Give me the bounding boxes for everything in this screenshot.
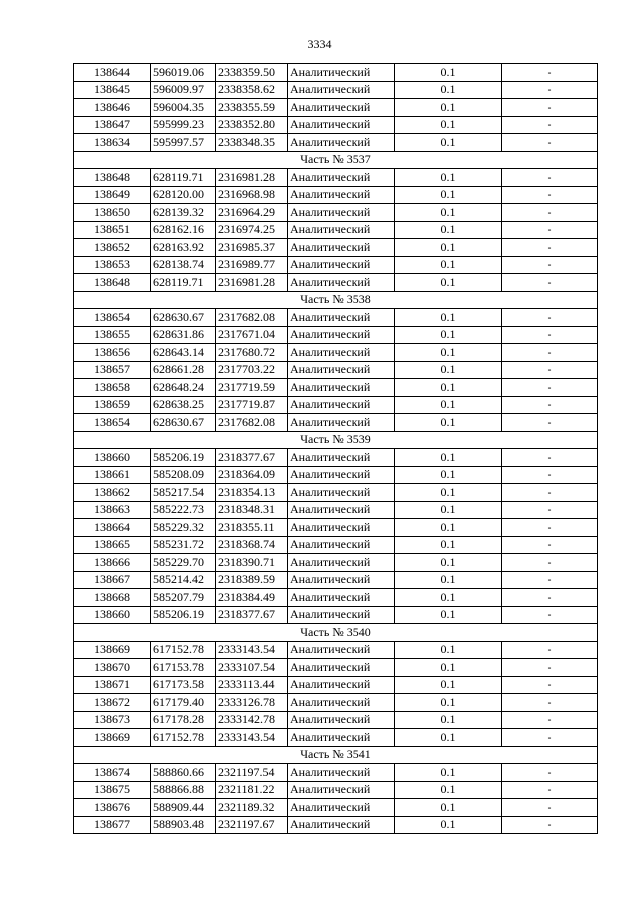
method-cell: Аналитический [288,466,395,484]
table-row [74,641,598,659]
table-row [74,99,598,117]
x-coordinate-cell: 596019.06 [151,64,216,82]
accuracy-cell: 0.1 [395,816,502,834]
point-id-cell: 138674 [74,764,151,782]
y-coordinate-cell: 2318384.49 [216,589,288,607]
accuracy-cell: 0.1 [395,204,502,222]
y-coordinate-cell: 2316968.98 [216,186,288,204]
note-cell: - [502,134,598,152]
accuracy-cell: 0.1 [395,169,502,187]
part-header: Часть № 3540 [74,624,598,642]
y-coordinate-cell: 2338348.35 [216,134,288,152]
table-row [74,554,598,572]
note-cell: - [502,221,598,239]
x-coordinate-cell: 628163.92 [151,239,216,257]
method-cell: Аналитический [288,256,395,274]
accuracy-cell: 0.1 [395,554,502,572]
table-row [74,449,598,467]
accuracy-cell: 0.1 [395,519,502,537]
method-cell: Аналитический [288,449,395,467]
point-id-cell: 138677 [74,816,151,834]
point-id-cell: 138669 [74,641,151,659]
accuracy-cell: 0.1 [395,64,502,82]
note-cell: - [502,676,598,694]
accuracy-cell: 0.1 [395,589,502,607]
method-cell: Аналитический [288,816,395,834]
accuracy-cell: 0.1 [395,536,502,554]
y-coordinate-cell: 2338358.62 [216,81,288,99]
x-coordinate-cell: 628119.71 [151,274,216,292]
table-row [74,221,598,239]
point-id-cell: 138654 [74,414,151,432]
x-coordinate-cell: 588903.48 [151,816,216,834]
y-coordinate-cell: 2318377.67 [216,449,288,467]
y-coordinate-cell: 2318389.59 [216,571,288,589]
note-cell: - [502,449,598,467]
note-cell: - [502,344,598,362]
table-row [74,169,598,187]
point-id-cell: 138660 [74,449,151,467]
accuracy-cell: 0.1 [395,309,502,327]
x-coordinate-cell: 628138.74 [151,256,216,274]
accuracy-cell: 0.1 [395,571,502,589]
table-row [74,466,598,484]
point-id-cell: 138653 [74,256,151,274]
note-cell: - [502,799,598,817]
part-header-row [74,624,598,642]
note-cell: - [502,396,598,414]
point-id-cell: 138662 [74,484,151,502]
note-cell: - [502,711,598,729]
table-row [74,186,598,204]
accuracy-cell: 0.1 [395,711,502,729]
point-id-cell: 138634 [74,134,151,152]
part-header: Часть № 3538 [74,291,598,309]
point-id-cell: 138659 [74,396,151,414]
point-id-cell: 138647 [74,116,151,134]
x-coordinate-cell: 628119.71 [151,169,216,187]
note-cell: - [502,781,598,799]
x-coordinate-cell: 628643.14 [151,344,216,362]
y-coordinate-cell: 2338355.59 [216,99,288,117]
x-coordinate-cell: 596009.97 [151,81,216,99]
x-coordinate-cell: 588909.44 [151,799,216,817]
x-coordinate-cell: 617152.78 [151,729,216,747]
note-cell: - [502,81,598,99]
note-cell: - [502,694,598,712]
point-id-cell: 138648 [74,274,151,292]
x-coordinate-cell: 628638.25 [151,396,216,414]
y-coordinate-cell: 2318355.11 [216,519,288,537]
point-id-cell: 138656 [74,344,151,362]
x-coordinate-cell: 628120.00 [151,186,216,204]
part-header-row [74,151,598,169]
point-id-cell: 138668 [74,589,151,607]
note-cell: - [502,536,598,554]
point-id-cell: 138661 [74,466,151,484]
method-cell: Аналитический [288,606,395,624]
method-cell: Аналитический [288,501,395,519]
point-id-cell: 138672 [74,694,151,712]
y-coordinate-cell: 2316985.37 [216,239,288,257]
accuracy-cell: 0.1 [395,414,502,432]
note-cell: - [502,326,598,344]
x-coordinate-cell: 628630.67 [151,414,216,432]
accuracy-cell: 0.1 [395,274,502,292]
point-id-cell: 138670 [74,659,151,677]
note-cell: - [502,466,598,484]
point-id-cell: 138648 [74,169,151,187]
note-cell: - [502,606,598,624]
method-cell: Аналитический [288,326,395,344]
point-id-cell: 138644 [74,64,151,82]
part-header: Часть № 3541 [74,746,598,764]
point-id-cell: 138667 [74,571,151,589]
method-cell: Аналитический [288,484,395,502]
accuracy-cell: 0.1 [395,256,502,274]
y-coordinate-cell: 2321181.22 [216,781,288,799]
x-coordinate-cell: 628661.28 [151,361,216,379]
note-cell: - [502,501,598,519]
y-coordinate-cell: 2333143.54 [216,729,288,747]
accuracy-cell: 0.1 [395,396,502,414]
x-coordinate-cell: 588860.66 [151,764,216,782]
note-cell: - [502,239,598,257]
note-cell: - [502,764,598,782]
note-cell: - [502,519,598,537]
point-id-cell: 138655 [74,326,151,344]
x-coordinate-cell: 588866.88 [151,781,216,799]
point-id-cell: 138654 [74,309,151,327]
method-cell: Аналитический [288,641,395,659]
part-header-row [74,746,598,764]
table-row [74,81,598,99]
accuracy-cell: 0.1 [395,134,502,152]
accuracy-cell: 0.1 [395,81,502,99]
accuracy-cell: 0.1 [395,799,502,817]
point-id-cell: 138658 [74,379,151,397]
y-coordinate-cell: 2316989.77 [216,256,288,274]
method-cell: Аналитический [288,134,395,152]
note-cell: - [502,571,598,589]
y-coordinate-cell: 2317680.72 [216,344,288,362]
table-row [74,239,598,257]
page-number: 3334 [307,37,332,51]
point-id-cell: 138651 [74,221,151,239]
method-cell: Аналитический [288,64,395,82]
table-row [74,571,598,589]
note-cell: - [502,99,598,117]
y-coordinate-cell: 2338352.80 [216,116,288,134]
table-row [74,694,598,712]
y-coordinate-cell: 2316981.28 [216,169,288,187]
table-row [74,536,598,554]
table-row [74,676,598,694]
method-cell: Аналитический [288,659,395,677]
accuracy-cell: 0.1 [395,99,502,117]
x-coordinate-cell: 617152.78 [151,641,216,659]
method-cell: Аналитический [288,799,395,817]
point-id-cell: 138645 [74,81,151,99]
accuracy-cell: 0.1 [395,239,502,257]
y-coordinate-cell: 2318364.09 [216,466,288,484]
note-cell: - [502,64,598,82]
point-id-cell: 138675 [74,781,151,799]
table-row [74,379,598,397]
part-header: Часть № 3537 [74,151,598,169]
x-coordinate-cell: 596004.35 [151,99,216,117]
table-row [74,729,598,747]
y-coordinate-cell: 2333113.44 [216,676,288,694]
method-cell: Аналитический [288,186,395,204]
method-cell: Аналитический [288,414,395,432]
method-cell: Аналитический [288,554,395,572]
y-coordinate-cell: 2317719.87 [216,396,288,414]
point-id-cell: 138669 [74,729,151,747]
table-row [74,344,598,362]
table-row [74,501,598,519]
y-coordinate-cell: 2318348.31 [216,501,288,519]
accuracy-cell: 0.1 [395,729,502,747]
accuracy-cell: 0.1 [395,501,502,519]
x-coordinate-cell: 617173.58 [151,676,216,694]
accuracy-cell: 0.1 [395,361,502,379]
method-cell: Аналитический [288,676,395,694]
accuracy-cell: 0.1 [395,764,502,782]
table-row [74,396,598,414]
point-id-cell: 138663 [74,501,151,519]
note-cell: - [502,379,598,397]
note-cell: - [502,641,598,659]
table-row [74,816,598,834]
table-row [74,256,598,274]
coordinates-table [73,63,598,834]
point-id-cell: 138657 [74,361,151,379]
table-row [74,799,598,817]
note-cell: - [502,816,598,834]
y-coordinate-cell: 2318368.74 [216,536,288,554]
accuracy-cell: 0.1 [395,379,502,397]
y-coordinate-cell: 2317682.08 [216,414,288,432]
y-coordinate-cell: 2316964.29 [216,204,288,222]
y-coordinate-cell: 2317671.04 [216,326,288,344]
note-cell: - [502,274,598,292]
method-cell: Аналитический [288,309,395,327]
method-cell: Аналитический [288,729,395,747]
x-coordinate-cell: 585231.72 [151,536,216,554]
x-coordinate-cell: 595999.23 [151,116,216,134]
note-cell: - [502,361,598,379]
point-id-cell: 138676 [74,799,151,817]
method-cell: Аналитический [288,396,395,414]
table-row [74,764,598,782]
y-coordinate-cell: 2317719.59 [216,379,288,397]
method-cell: Аналитический [288,519,395,537]
accuracy-cell: 0.1 [395,694,502,712]
x-coordinate-cell: 585229.70 [151,554,216,572]
accuracy-cell: 0.1 [395,641,502,659]
method-cell: Аналитический [288,239,395,257]
table-row [74,484,598,502]
note-cell: - [502,414,598,432]
accuracy-cell: 0.1 [395,676,502,694]
table-row [74,519,598,537]
accuracy-cell: 0.1 [395,186,502,204]
accuracy-cell: 0.1 [395,344,502,362]
table-row [74,204,598,222]
method-cell: Аналитический [288,379,395,397]
accuracy-cell: 0.1 [395,221,502,239]
x-coordinate-cell: 585208.09 [151,466,216,484]
y-coordinate-cell: 2321197.54 [216,764,288,782]
x-coordinate-cell: 585229.32 [151,519,216,537]
accuracy-cell: 0.1 [395,781,502,799]
table-row [74,781,598,799]
method-cell: Аналитический [288,274,395,292]
note-cell: - [502,729,598,747]
table-row [74,134,598,152]
note-cell: - [502,116,598,134]
y-coordinate-cell: 2333126.78 [216,694,288,712]
accuracy-cell: 0.1 [395,484,502,502]
point-id-cell: 138666 [74,554,151,572]
y-coordinate-cell: 2333142.78 [216,711,288,729]
method-cell: Аналитический [288,711,395,729]
table-row [74,606,598,624]
x-coordinate-cell: 628139.32 [151,204,216,222]
part-header-row [74,431,598,449]
table-row [74,711,598,729]
x-coordinate-cell: 628162.16 [151,221,216,239]
table-row [74,659,598,677]
y-coordinate-cell: 2316974.25 [216,221,288,239]
table-row [74,274,598,292]
y-coordinate-cell: 2317682.08 [216,309,288,327]
accuracy-cell: 0.1 [395,449,502,467]
method-cell: Аналитический [288,781,395,799]
point-id-cell: 138649 [74,186,151,204]
point-id-cell: 138646 [74,99,151,117]
point-id-cell: 138671 [74,676,151,694]
table-row [74,326,598,344]
y-coordinate-cell: 2318377.67 [216,606,288,624]
x-coordinate-cell: 628630.67 [151,309,216,327]
method-cell: Аналитический [288,764,395,782]
y-coordinate-cell: 2316981.28 [216,274,288,292]
method-cell: Аналитический [288,694,395,712]
point-id-cell: 138673 [74,711,151,729]
x-coordinate-cell: 628648.24 [151,379,216,397]
x-coordinate-cell: 585214.42 [151,571,216,589]
accuracy-cell: 0.1 [395,326,502,344]
x-coordinate-cell: 628631.86 [151,326,216,344]
note-cell: - [502,169,598,187]
point-id-cell: 138665 [74,536,151,554]
x-coordinate-cell: 617179.40 [151,694,216,712]
point-id-cell: 138652 [74,239,151,257]
note-cell: - [502,659,598,677]
x-coordinate-cell: 585217.54 [151,484,216,502]
note-cell: - [502,554,598,572]
accuracy-cell: 0.1 [395,466,502,484]
method-cell: Аналитический [288,571,395,589]
x-coordinate-cell: 585222.73 [151,501,216,519]
x-coordinate-cell: 617178.28 [151,711,216,729]
point-id-cell: 138660 [74,606,151,624]
y-coordinate-cell: 2318390.71 [216,554,288,572]
table-row [74,361,598,379]
note-cell: - [502,484,598,502]
x-coordinate-cell: 585206.19 [151,449,216,467]
x-coordinate-cell: 595997.57 [151,134,216,152]
table-row [74,589,598,607]
accuracy-cell: 0.1 [395,659,502,677]
method-cell: Аналитический [288,204,395,222]
accuracy-cell: 0.1 [395,116,502,134]
point-id-cell: 138650 [74,204,151,222]
note-cell: - [502,204,598,222]
part-header: Часть № 3539 [74,431,598,449]
method-cell: Аналитический [288,589,395,607]
table-row [74,414,598,432]
accuracy-cell: 0.1 [395,606,502,624]
method-cell: Аналитический [288,99,395,117]
method-cell: Аналитический [288,361,395,379]
method-cell: Аналитический [288,169,395,187]
table-body [74,64,598,834]
point-id-cell: 138664 [74,519,151,537]
part-header-row [74,291,598,309]
note-cell: - [502,186,598,204]
x-coordinate-cell: 617153.78 [151,659,216,677]
table-row [74,309,598,327]
table-row [74,64,598,82]
note-cell: - [502,309,598,327]
table-row [74,116,598,134]
note-cell: - [502,589,598,607]
y-coordinate-cell: 2333107.54 [216,659,288,677]
y-coordinate-cell: 2317703.22 [216,361,288,379]
y-coordinate-cell: 2321189.32 [216,799,288,817]
x-coordinate-cell: 585207.79 [151,589,216,607]
method-cell: Аналитический [288,344,395,362]
y-coordinate-cell: 2318354.13 [216,484,288,502]
note-cell: - [502,256,598,274]
x-coordinate-cell: 585206.19 [151,606,216,624]
method-cell: Аналитический [288,221,395,239]
y-coordinate-cell: 2333143.54 [216,641,288,659]
method-cell: Аналитический [288,116,395,134]
y-coordinate-cell: 2338359.50 [216,64,288,82]
method-cell: Аналитический [288,81,395,99]
method-cell: Аналитический [288,536,395,554]
y-coordinate-cell: 2321197.67 [216,816,288,834]
